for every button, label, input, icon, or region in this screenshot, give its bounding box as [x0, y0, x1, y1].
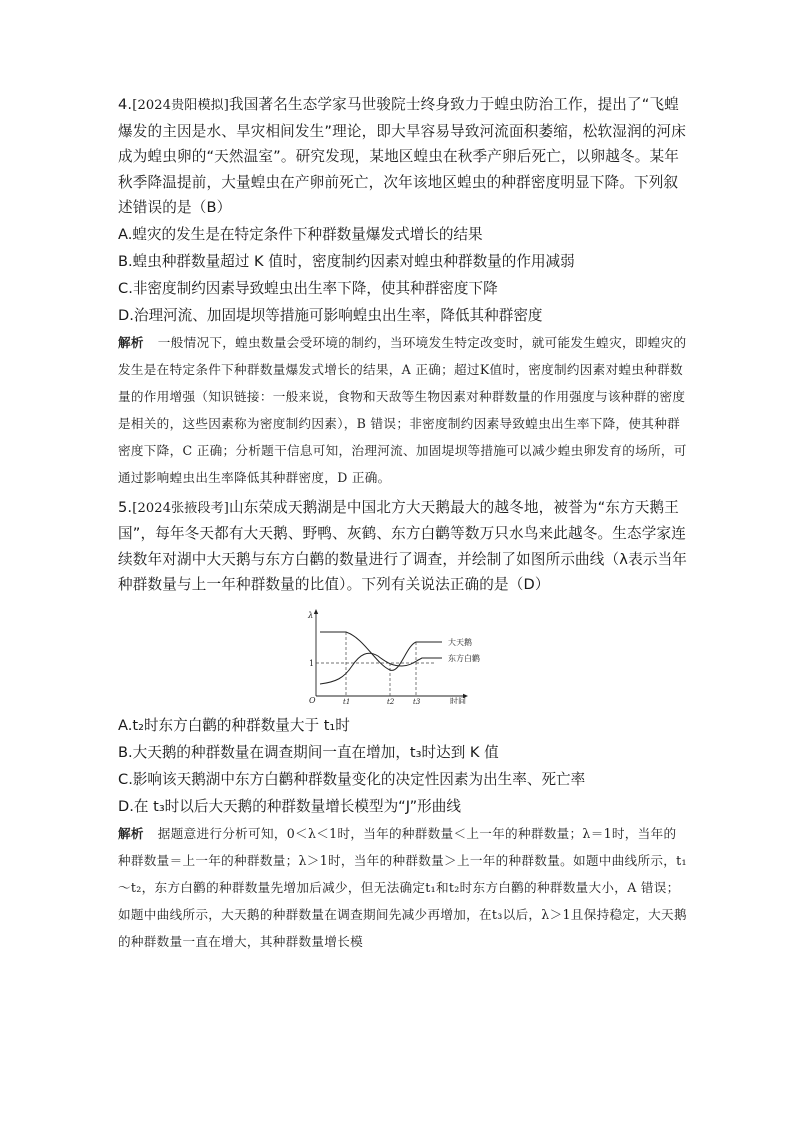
x-tick-t1: t1 [343, 697, 351, 704]
option-a: A.t₂时东方白鹳的种群数量大于 t₁时 [118, 716, 350, 734]
question-number: 5. [118, 498, 133, 516]
origin-label: O [309, 695, 316, 704]
series-1-label: 大天鹅 [448, 637, 472, 647]
series-2-label: 东方白鹳 [448, 653, 480, 663]
answer-letter: D [523, 576, 535, 593]
analysis-paragraph [118, 820, 688, 955]
option-b: B.大天鹅的种群数量在调查期间一直在增加，t₃时达到 K 值 [118, 743, 499, 761]
option-d: D.治理河流、加固堤坝等措施可影响蝗虫出生率，降低其种群密度 [118, 306, 543, 324]
analysis-paragraph [118, 329, 688, 491]
x-axis-label: 时间 [450, 696, 466, 704]
option-b: B.蝗虫种群数量超过 K 值时，密度制约因素对蝗虫种群数量的作用减弱 [118, 252, 575, 270]
document-page [118, 92, 688, 955]
answer-letter: B [206, 199, 217, 216]
analysis-label: 解析 [118, 334, 144, 350]
option-a: A.蝗灾的发生是在特定条件下种群数量爆发式增长的结果 [118, 225, 483, 243]
question-source: [2024张掖段考] [132, 500, 229, 516]
series-1-curve [320, 632, 442, 670]
y-axis-arrow [314, 609, 318, 614]
question-text: 我国著名生态学家马世骏院士终身致力于蝗虫防治工作，提出了“飞蝗爆发的主因是水、旱灾相间发生”理论，即大旱容易导致河流面积萎缩，松软湿润的河床成为蝗虫卵的“天然温室”。研究发现，某地区蝗虫在秋季产卵后死亡，以卵越冬。某年秋季降温提前，大量蝗虫在产卵前死亡，次年该地区蝗虫的种群密度明显下降。下列叙述错误的是（ [118, 96, 686, 216]
question-5-stem [118, 495, 688, 598]
series-2-curve [320, 653, 442, 684]
option-c: C.非密度制约因素导致蝗虫出生率下降，使其种群密度下降 [118, 279, 498, 297]
y-axis-label: λ [308, 610, 314, 621]
question-number: 4. [118, 96, 133, 113]
question-text: 山东荣成天鹅湖是中国北方大天鹅最大的越冬地，被誉为“东方天鹅王国”，每年冬天都有大天鹅、野鸭、灰鹤、东方白鹳等数万只水鸟来此越冬。生态学家连续数年对湖中大天鹅与东方白鹳的数量进行了调查，并绘制了如图所示曲线（λ表示当年种群数量与上一年种群数量的比值）。下列有关说法正确的是（ [118, 498, 688, 593]
analysis-text: 一般情况下，蝗虫数量会受环境的制约，当环境发生特定改变时，就可能发生蝗灾，即蝗灾的发生是在特定条件下种群数量爆发式增长的结果，A 正确；超过K值时，密度制约因素对蝗虫种群数量的作用增强（知识链接：一般来说，食物和天敌等生物因素对种群数量的作用强度与该种群的密度是相关的，这些因素称为密度制约因素），B 错误；非密度制约因素导致蝗虫出生率下降，使其种群密度下降，C 正确；分析题干信息可知，治理河流、加固堤坝等措施可以减少蝗虫卵发育的场所，可通过影响蝗虫出生率降低其种群密度，D 正确。 [118, 334, 687, 485]
option-c: C.影响该天鹅湖中东方白鹳种群数量变化的决定性因素为出生率、死亡率 [118, 770, 586, 788]
analysis-label: 解析 [118, 825, 144, 841]
analysis-text: 据题意进行分析可知，0＜λ＜1时，当年的种群数量＜上一年的种群数量；λ＝1时，当年的种群数量＝上一年的种群数量；λ＞1时，当年的种群数量＞上一年的种群数量。如题中曲线所示，t₁～t₂，东方白鹳的种群数量先增加后减少，但无法确定t₁和t₂时东方白鹳的种群数量大小，A 错误；如题中曲线所示，大天鹅的种群数量在调查期间先减少再增加，在t₃以后，λ＞1且保持稳定，大天鹅的种群数量一直在增大，其种群数量增长模 [118, 825, 687, 949]
question-4-stem [118, 92, 688, 221]
x-tick-t3: t3 [413, 697, 421, 704]
question-text-end: ） [534, 576, 550, 593]
question-text-end: ） [216, 199, 232, 216]
lambda-curve-figure [302, 608, 502, 704]
y-tick-1: 1 [309, 658, 315, 668]
question-source: [2024贵阳模拟] [132, 98, 229, 113]
option-d: D.在 t₃时以后大天鹅的种群数量增长模型为“J”形曲线 [118, 797, 461, 815]
x-tick-t2: t2 [387, 697, 395, 704]
